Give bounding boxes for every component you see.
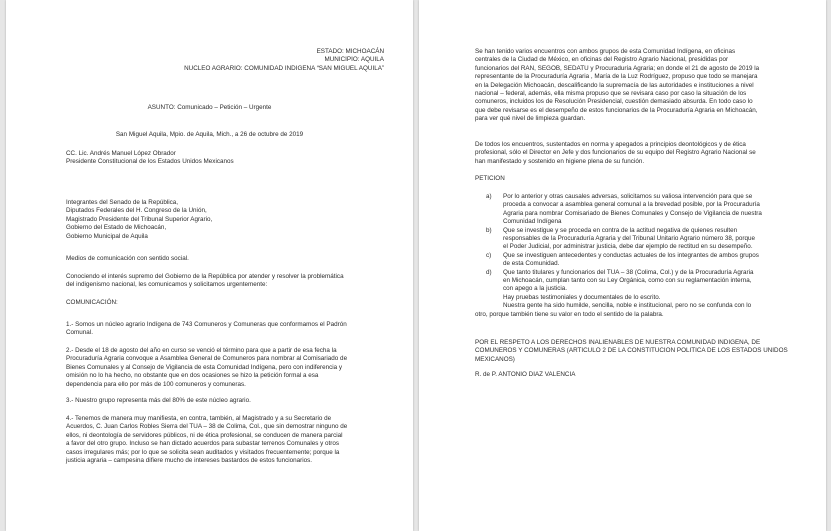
paragraph-line: Hay pruebas testimoniales y documentales de lo escrito. [503, 293, 661, 301]
item-line: de esta Comunidad. [503, 260, 560, 268]
subject-line: ASUNTO: Comunicado – Petición – Urgente [147, 104, 272, 111]
petition-item-d [475, 269, 771, 294]
paragraph-line: para ver qué nivel de limpieza guardan. [475, 115, 586, 123]
date-line: San Miguel Aquila, Mpio. de Aquila, Mich., a 26 de octubre de 2019 [115, 131, 304, 138]
document-page-2 [419, 0, 826, 531]
paragraph-line: a favor del otro grupo. Incluso se han dictado acuerdos para subastar terrenos Comunales y otros [66, 440, 340, 448]
paragraph-line: justicia agraria – campesina difiere mucho de intereses bastardos de estos funcionarios. [66, 457, 313, 465]
slogan-line: MEXICANOS) [475, 355, 515, 363]
paragraph-meetings [475, 48, 771, 124]
paragraph-line: Acuerdos, C. Juan Carlos Robles Sierra del TUA – 38 de Colima, Col., que sin demostrar ninguno de [66, 423, 348, 431]
addressee-president [66, 150, 386, 167]
item-line: con apego a la justicia. [503, 285, 568, 293]
paragraph-line: que debe revisarse es el desempeño de estos funcionarios de la Procuraduría Agraria en Michoacán, [475, 106, 758, 114]
item-line: Comunidad Indígena [503, 218, 562, 226]
signature-line: R. de P. ANTONIO DIAZ VALENCIA [475, 371, 576, 378]
petition-list [475, 193, 771, 319]
document-page-1 [6, 0, 413, 531]
paragraph-line: otro, porque también tiene su valor en todo el sentido de la palabra. [475, 310, 664, 318]
paragraph-line: De todos los encuentros, sustentados en norma y apegados a principios deontológicos y de ética [475, 141, 746, 148]
addressee-list [66, 199, 386, 241]
paragraph-line: Conociendo el interés supremo del Gobierno de la República por atender y resolver la problemática [66, 273, 344, 280]
media-line: Medios de comunicación con sentido social. [66, 255, 189, 262]
paragraph-line: representante de la Procuraduría Agraria , María de la Luz Rodríguez, propuso que todo se manejara [475, 73, 758, 81]
location-header [66, 48, 384, 73]
paragraph-line: profesional, sólo el Director en Jefe y dos funcionarios de su equipo del Registro Agrario Nacional se [475, 149, 756, 157]
addressee-line: Diputados Federales del H. Congreso de la Unión, [66, 207, 207, 215]
item-label: b) [486, 226, 492, 234]
item-line: el Poder Judicial, por administrar justicia, debe dar ejemplo de rectitud en su desempeño. [503, 243, 753, 251]
addressee-line: Integrantes del Senado de la República, [66, 199, 179, 206]
addressee-line: CC. Lic. Andrés Manuel López Obrador [66, 150, 176, 157]
petition-item-b [475, 227, 771, 252]
paragraph-line: ellos, ni deontología de servidores públicos, ni de ética profesional, se conducen de manera parcial [66, 431, 343, 439]
paragraph-2 [66, 347, 368, 389]
item-line: responsables de la Procuraduría Agraria y del Tribunal Unitario Agrario número 38, porque [503, 235, 756, 243]
header-municipio: MUNICIPIO: AQUILA [324, 56, 384, 64]
intro-paragraph [66, 273, 386, 290]
paragraph-line: Comunal. [66, 329, 93, 337]
slogan-line: POR EL RESPETO A LOS DERECHOS INALIENABLES DE NUESTRA COMUNIDAD INDIGENA, DE [475, 339, 761, 346]
paragraph-line: han manifestado y sostenido en higiene plena de su función. [475, 157, 645, 165]
closing-slogan [475, 339, 788, 364]
petition-item-c [475, 252, 771, 269]
addressee-line: Presidente Constitucional de los Estados Unidos Mexicanos [66, 158, 234, 166]
item-label: a) [486, 193, 492, 200]
paragraph-line: 1.- Somos un núcleo agrario Indígena de 743 Comuneros y Comuneras que conformamos el Padrón [66, 321, 347, 328]
paragraph-encounters [475, 141, 771, 166]
evidence-note [475, 294, 771, 311]
item-label: c) [486, 251, 492, 259]
addressee-line: Gobierno Municipal de Aquila [66, 232, 148, 240]
paragraph-1 [66, 321, 368, 338]
comunicacion-heading: COMUNICACIÓN: [66, 299, 118, 306]
peticion-heading: PETICION [475, 175, 505, 182]
paragraph-4 [66, 415, 368, 465]
item-line: en Michoacán, cumplan tanto con su Ley Orgánica, como con su reglamentación interna, [503, 277, 752, 285]
item-line: Que tanto titulares y funcionarios del TUA – 38 (Colima, Col.) y de la Procuraduría Agraria [503, 268, 754, 276]
item-line: Agraria para nombrar Comisariado de Bienes Comunales y Consejo de Vigilancia de nuestra [503, 209, 762, 217]
paragraph-line: dependencia para ello por más de 100 comuneros y comuneras. [66, 380, 246, 388]
paragraph-line: Nuestra gente ha sido humilde, sencilla, noble e institucional, pero no se confunda con lo [503, 302, 752, 310]
paragraph-line: 2.- Desde el 18 de agosto del año en curso se venció el término para que a partir de esa fecha la [66, 347, 337, 354]
item-line: Que se investigue y se proceda en contra de la actitud negativa de quienes resulten [503, 226, 738, 234]
paragraph-line: 4.- Tenemos de manera muy manifiesta, en contra, también, al Magistrado y a su Secretario de [66, 415, 332, 422]
item-line: Por lo anterior y otras causales adversas, solicitamos su valiosa intervención para que se [503, 193, 753, 200]
header-nucleo-agrario: NUCLEO AGRARIO: COMUNIDAD INDIGENA “SAN MIGUEL AQUILA” [184, 64, 384, 72]
paragraph-line: Bienes Comunales y al Consejo de Vigilancia de esta Comunidad Indígena, pero con indiferencia y [66, 363, 343, 371]
item-line: Que se investiguen antecedentes y conductas actuales de los integrantes de ambos grupos [503, 251, 759, 259]
paragraph-line: funcionarios del RAN, SEGOB, SEDATU y Procuraduría Agraria; en donde el 21 de agosto de 2019 la [475, 64, 760, 72]
paragraph-line: Procuraduría Agraria convoque a Asamblea General de Comuneros para nombrar al Comisariado de [66, 355, 348, 363]
item-line: proceda a convocar a asamblea general comunal a la brevedad posible, por la Procuraduría [503, 201, 760, 209]
addressee-line: Magistrado Presidente del Tribunal Superior Agrario, [66, 215, 213, 223]
slogan-line: COMUNEROS Y COMUNERAS (ARTICULO 2 DE LA CONSTITUCION POLITICA DE LOS ESTADOS UNIDOS [475, 347, 788, 355]
item-label: d) [486, 268, 492, 276]
paragraph-line: comuneros, incluidos los de Resolución Presidencial, cuestión demasiado absurda. En todo caso lo [475, 98, 753, 106]
closing-note [475, 311, 771, 319]
paragraph-3: 3.- Nuestro grupo representa más del 80% de este núcleo agrario. [66, 397, 251, 404]
paragraph-line: nacional – federal, además, ella misma propuso que se revisara caso por caso la situación de los [475, 90, 747, 98]
petition-item-a [475, 193, 771, 227]
header-estado: ESTADO: MICHOACÁN [316, 48, 384, 55]
paragraph-line: casos irregulares más; por lo que se solicita sean auditados y visitados frecuentemente; porque la [66, 448, 340, 456]
paragraph-line: en la Delegación Michoacán, descalificando la supremacía de las autoridades e instituciones a nivel [475, 81, 754, 89]
paragraph-line: Se han tenido varios encuentros con ambos grupos de esta Comunidad Indígena, en oficinas [475, 48, 736, 55]
paragraph-line: omisión no lo ha hecho, no obstante que en dos ocasiones se hizo la petición formal a esa [66, 372, 319, 380]
paragraph-line: del indigenismo nacional, les comunicamos y solicitamos urgentemente: [66, 281, 268, 289]
addressee-line: Gobierno del Estado de Michoacán, [66, 224, 167, 232]
paragraph-line: centrales de la Ciudad de México, en oficinas del Registro Agrario Nacional, presididas por [475, 56, 729, 64]
